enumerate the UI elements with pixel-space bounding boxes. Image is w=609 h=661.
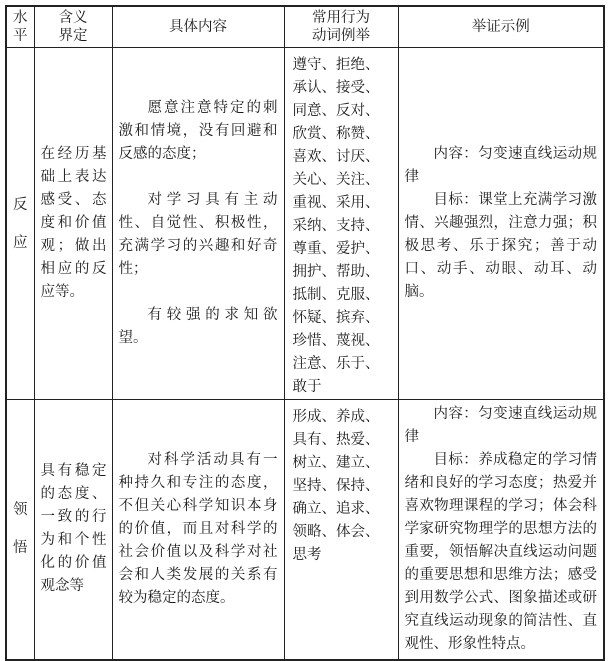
header-level: [6, 6, 34, 48]
level-char: 反: [13, 196, 28, 213]
header-example: [398, 6, 604, 48]
header-content: [112, 6, 284, 48]
level-char: 悟: [13, 540, 28, 557]
example-line: 目标：课堂上充满学习激情、兴趣强烈，注意力强；积极思考、乐于探究；善于动口、动手、动眼、动耳、动脑。: [404, 192, 597, 300]
verbs-cell: 遵守、拒绝、承认、接受、同意、反对、欣赏、称赞、喜欢、讨厌、关心、关注、重视、采用、采纳、支持、尊重、爱护、拥护、帮助、抵制、克服、怀疑、摈弃、珍惜、蔑视、注意、乐于、敢于: [284, 48, 398, 400]
content-paragraph: 有较强的求知欲望。: [118, 307, 278, 346]
example-cell: [398, 48, 604, 400]
content-cell: [112, 400, 284, 660]
level-cell: [6, 48, 34, 400]
definition-cell: 具有稳定的态度、一致的行为和个性化的价值观念等: [34, 400, 112, 660]
header-meaning-line2: 界定: [58, 28, 88, 44]
header-level-text: 水平: [13, 10, 28, 44]
example-line: 目标：养成稳定的学习情绪和良好的学习态度；热爱并喜欢物理课程的学习；体会科学家研究物理学的思想方法的重要，领悟解决直线运动问题的重要思想和思维方法；感受到用数学公式、图象描述或研究直线运动现象的简洁性、直观性、形象性特点。: [404, 451, 597, 652]
definition-cell: 在经历基础上表达感受、态度和价值观；做出相应的反应等。: [34, 48, 112, 400]
level-char: 领: [13, 502, 28, 519]
example-line: 内容：匀变速直线运动规律: [404, 405, 597, 445]
verbs-cell: 形成、养成、具有、热爱、树立、建立、坚持、保持、确立、追求、领略、体会、思考: [284, 400, 398, 660]
header-content-text: 具体内容: [169, 19, 227, 35]
table-row: [6, 400, 604, 660]
attitude-levels-table: [5, 5, 605, 661]
header-example-text: 举证示例: [471, 19, 530, 35]
example-line: 内容：匀变速直线运动规律: [404, 146, 597, 185]
table-header-row: [6, 6, 604, 48]
content-paragraph: 对科学活动具有一种持久和专注的态度，不但关心科学知识本身的价值，而且对科学的社会价值以及科学对社会和人类发展的关系有较为稳定的态度。: [118, 451, 278, 606]
level-cell: [6, 400, 34, 660]
header-verbs-line2: 动词例举: [312, 28, 370, 44]
content-paragraph: 愿意注意特定的刺激和情境，没有回避和反感的态度；: [118, 100, 278, 162]
level-char: 应: [13, 234, 28, 251]
content-paragraph: 对学习具有主动性、自觉性、积极性，充满学习的兴趣和好奇性；: [118, 192, 278, 277]
header-meaning: [34, 6, 112, 48]
example-cell: [398, 400, 604, 660]
header-verbs: [284, 6, 398, 48]
table-row: [6, 48, 604, 400]
header-meaning-line1: 含义: [58, 10, 88, 26]
header-verbs-line1: 常用行为: [312, 10, 370, 26]
content-cell: [112, 48, 284, 400]
